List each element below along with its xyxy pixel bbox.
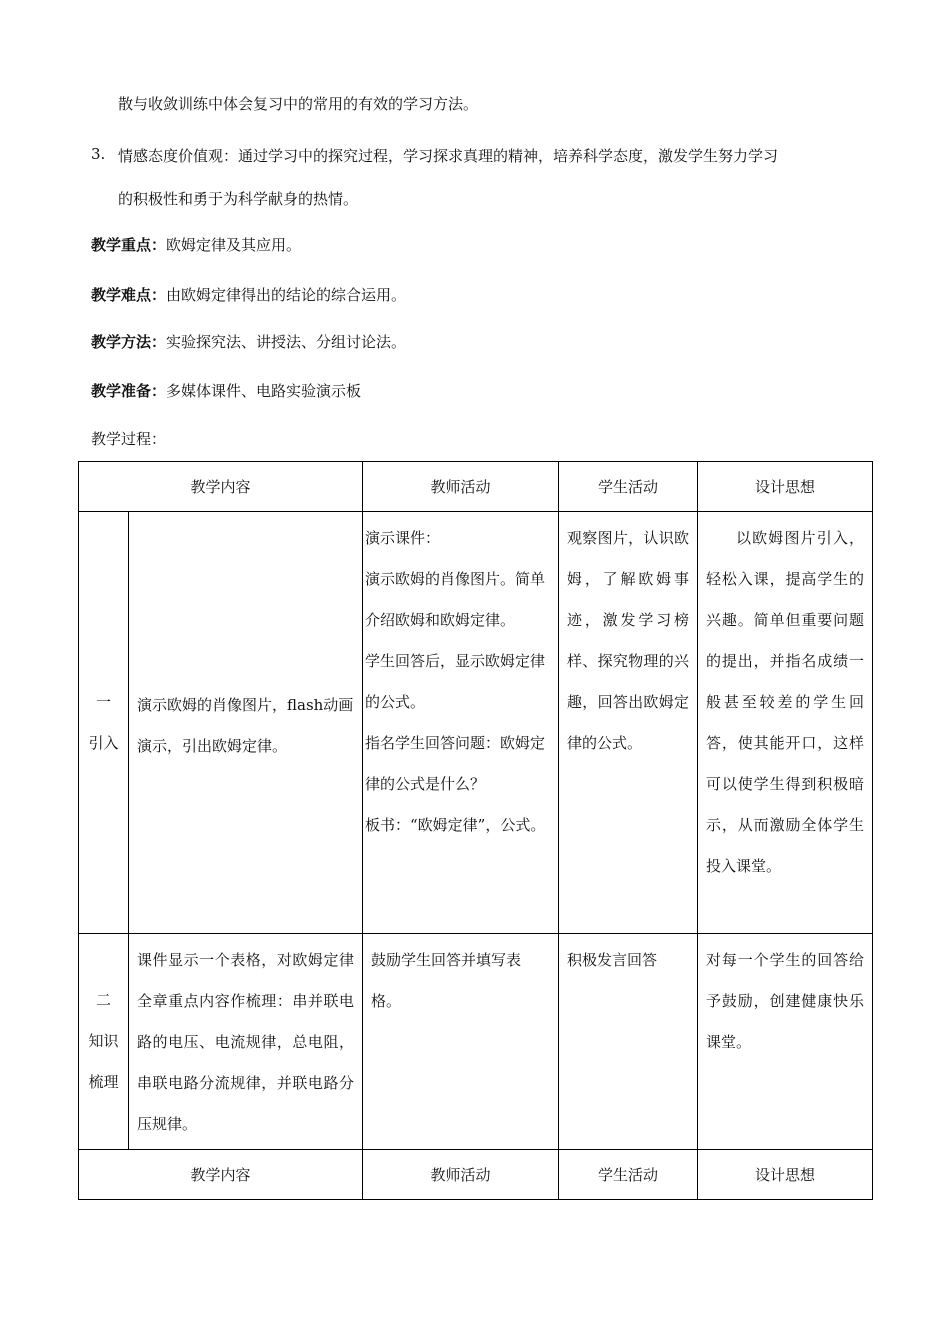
design-idea-text: 对每一个学生的回答给予鼓励，创建健康快乐课堂。 (706, 951, 865, 1051)
stage-name-line-2: 梳理 (88, 1073, 119, 1091)
field-label: 教学重点： (91, 236, 167, 254)
student-activity-cell (559, 512, 698, 934)
process-label: 教学过程： (91, 430, 167, 448)
field-value: 由欧姆定律得出的结论的综合运用。 (166, 286, 407, 304)
stage-name: 引入 (88, 733, 119, 752)
teacher-activity-para: 演示课件： (365, 529, 441, 547)
footer-header-design-idea: 设计思想 (698, 1150, 873, 1200)
design-idea-cell (698, 512, 873, 934)
header-student-activity: 学生活动 (559, 462, 698, 512)
field-label: 教学方法： (91, 333, 167, 351)
table-header-row (79, 462, 873, 512)
field-label: 教学准备： (91, 382, 167, 400)
field-value: 多媒体课件、电路实验演示板 (166, 382, 362, 400)
teacher-activity-cell (363, 934, 559, 1150)
content-cell (129, 934, 363, 1150)
design-idea-text: 以欧姆图片引入，轻松入课，提高学生的兴趣。简单但重要问题的提出，并指名成绩一般甚至较差的学生回答，使其能开口，这样可以使学生得到积极暗示，从而激励全体学生投入课堂。 (706, 529, 865, 875)
table-row (79, 512, 873, 934)
footer-header-teacher-activity: 教师活动 (363, 1150, 559, 1200)
stage-name-line-1: 知识 (88, 1032, 119, 1050)
item-3-number: 3. (91, 145, 106, 163)
footer-header-student-activity: 学生活动 (559, 1150, 698, 1200)
header-content: 教学内容 (79, 462, 363, 512)
teacher-activity-text: 鼓励学生回答并填写表格。 (371, 951, 522, 1010)
field-teaching-methods (91, 331, 406, 352)
intro-line-1: 散与收敛训练中体会复习中的常用的有效的学习方法。 (118, 95, 479, 113)
header-design-idea: 设计思想 (698, 462, 873, 512)
field-preparation (91, 380, 361, 401)
header-teacher-activity: 教师活动 (363, 462, 559, 512)
table-row (79, 934, 873, 1150)
teacher-activity-para: 指名学生回答问题：欧姆定律的公式是什么？ (365, 734, 546, 793)
stage-cell (79, 512, 129, 934)
item-3-line-1: 情感态度价值观：通过学习中的探究过程，学习探求真理的精神，培养科学态度，激发学生努力学习 (118, 147, 779, 165)
field-value: 欧姆定律及其应用。 (166, 236, 302, 254)
teacher-activity-para: 板书：“欧姆定律”，公式。 (365, 816, 546, 834)
teacher-activity-cell (363, 512, 559, 934)
student-activity-text: 观察图片，认识欧姆，了解欧姆事迹，激发学习榜样、探究物理的兴趣，回答出欧姆定律的公式。 (567, 529, 690, 752)
content-text: 课件显示一个表格，对欧姆定律全章重点内容作梳理：串并联电路的电压、电流规律，总电阻，串联电路分流规律，并联电路分压规律。 (137, 951, 355, 1133)
field-label: 教学难点： (91, 286, 167, 304)
student-activity-text: 积极发言回答 (567, 951, 658, 969)
footer-header-content: 教学内容 (79, 1150, 363, 1200)
lesson-process-table (78, 461, 873, 1200)
stage-cell (79, 934, 129, 1150)
stage-number: 一 (95, 692, 111, 711)
student-activity-cell (559, 934, 698, 1150)
field-key-points (91, 234, 301, 255)
design-idea-cell (698, 934, 873, 1150)
content-text: 演示欧姆的肖像图片，flash动画演示，引出欧姆定律。 (137, 695, 354, 755)
field-difficult-points (91, 284, 406, 305)
content-cell (129, 512, 363, 934)
field-value: 实验探究法、讲授法、分组讨论法。 (166, 333, 407, 351)
stage-number: 二 (95, 991, 111, 1009)
teacher-activity-para: 演示欧姆的肖像图片。简单介绍欧姆和欧姆定律。 (365, 570, 546, 629)
item-3-line-2: 的积极性和勇于为科学献身的热情。 (118, 190, 359, 208)
table-footer-header-row (79, 1150, 873, 1200)
teacher-activity-para: 学生回答后，显示欧姆定律的公式。 (365, 652, 546, 711)
